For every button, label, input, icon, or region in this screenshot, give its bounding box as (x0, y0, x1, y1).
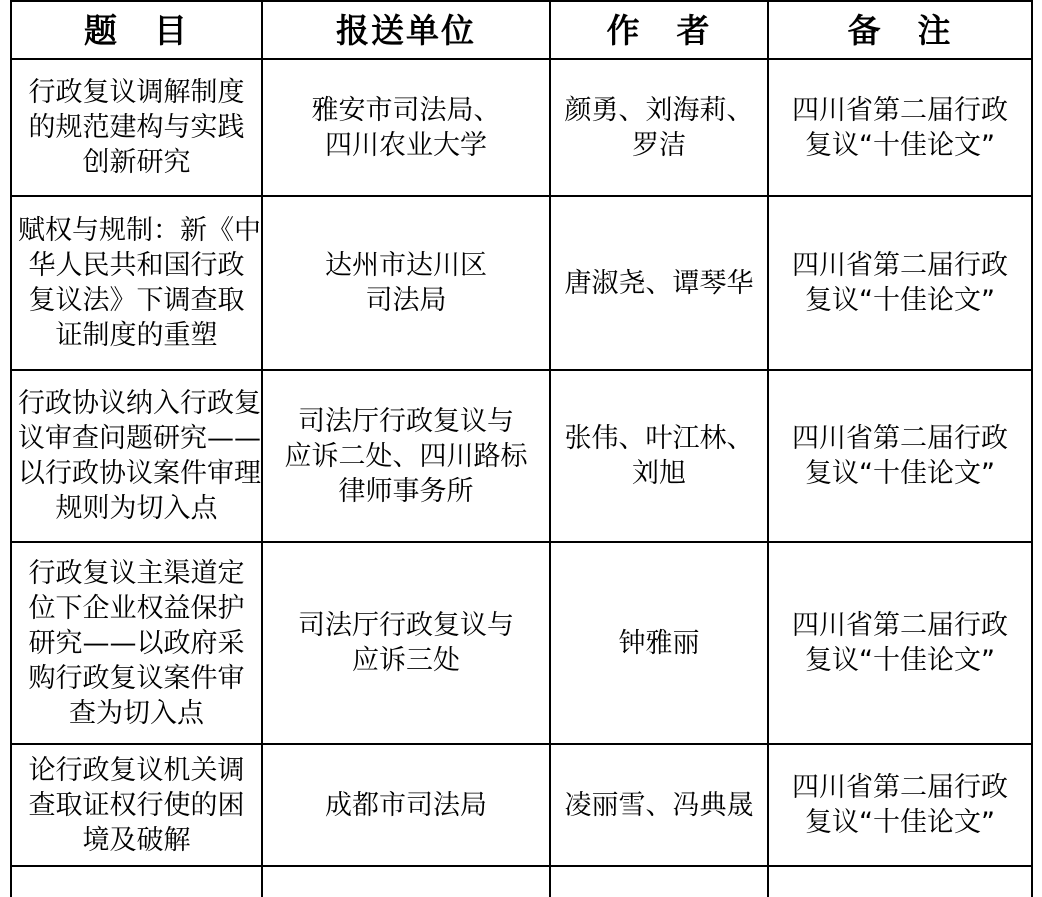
note-line: 复议“十佳论文” (805, 285, 995, 316)
cell-unit (262, 59, 550, 196)
cell-note (768, 744, 1032, 866)
cell-note (768, 59, 1032, 196)
title-line: 华人民共和国行政 (28, 250, 245, 281)
table-row (11, 542, 1032, 744)
title-line: 位下企业权益保护 (28, 592, 245, 624)
note-line: 四川省第二届行政 (792, 94, 1008, 126)
title-line: 境及破解 (82, 824, 191, 856)
title-line: 复议法》下调查取 (28, 285, 245, 316)
cell-title (11, 370, 262, 542)
title-line: 研究——以政府采 (28, 627, 245, 659)
title-line: 规则为切入点 (55, 493, 218, 524)
note-line: 四川省第二届行政 (792, 772, 1008, 803)
cell-unit (262, 370, 550, 542)
cell-note (768, 196, 1032, 370)
table-row (11, 744, 1032, 866)
cell-empty (768, 866, 1032, 897)
title-line: 行政协议纳入行政复 (18, 388, 261, 419)
cell-author (550, 744, 768, 866)
unit-line: 四川农业大学 (325, 129, 487, 161)
cell-empty (262, 866, 550, 897)
header-note: 备 注 (768, 1, 1032, 59)
title-line: 查为切入点 (69, 697, 204, 729)
cell-title (11, 59, 262, 196)
header-unit: 报送单位 (262, 1, 550, 59)
unit-line: 达州市达川区 (325, 250, 487, 281)
title-line: 论行政复议机关调 (28, 754, 245, 786)
title-line: 证制度的重塑 (55, 320, 218, 351)
note-line: 复议“十佳论文” (805, 458, 995, 489)
cell-note (768, 370, 1032, 542)
cell-empty (11, 866, 262, 897)
cell-author (550, 370, 768, 542)
title-line: 购行政复议案件审 (28, 662, 245, 694)
note-line: 四川省第二届行政 (792, 250, 1008, 281)
unit-line: 司法局 (365, 285, 447, 316)
title-line: 的规范建构与实践 (28, 112, 245, 143)
awards-table (10, 0, 1033, 897)
cell-author (550, 542, 768, 744)
unit-line: 成都市司法局 (325, 789, 487, 821)
cell-author (550, 196, 768, 370)
table-row (11, 370, 1032, 542)
note-line: 复议“十佳论文” (805, 645, 995, 676)
title-line: 行政复议调解制度 (28, 77, 245, 108)
cell-title (11, 196, 262, 370)
note-line: 复议“十佳论文” (805, 807, 995, 838)
header-author: 作 者 (550, 1, 768, 59)
title-line: 查取证权行使的困 (28, 789, 245, 821)
author-line: 刘旭 (632, 458, 686, 489)
cell-empty (550, 866, 768, 897)
note-line: 四川省第二届行政 (792, 610, 1008, 641)
table-row (11, 196, 1032, 370)
author-line: 钟雅丽 (618, 627, 700, 659)
unit-line: 律师事务所 (338, 475, 474, 507)
cell-title (11, 744, 262, 866)
author-line: 凌丽雪、冯典晟 (564, 789, 754, 821)
note-line: 复议“十佳论文” (805, 129, 995, 161)
unit-line: 雅安市司法局、 (311, 94, 501, 126)
title-line: 以行政协议案件审理 (18, 458, 261, 489)
table-row (11, 59, 1032, 196)
unit-line: 应诉三处 (352, 645, 460, 676)
title-line: 赋权与规制：新《中 (18, 215, 261, 246)
author-line: 颜勇、刘海莉、 (564, 94, 754, 126)
cell-unit (262, 744, 550, 866)
cell-title (11, 542, 262, 744)
note-line: 四川省第二届行政 (792, 423, 1008, 454)
author-line: 罗洁 (632, 129, 686, 161)
cell-note (768, 542, 1032, 744)
unit-line: 司法厅行政复议与 (298, 610, 514, 641)
cell-unit (262, 196, 550, 370)
table-row-continued (11, 866, 1032, 897)
title-line: 议审查问题研究—— (18, 423, 261, 454)
unit-line: 司法厅行政复议与 (298, 405, 514, 437)
cell-author (550, 59, 768, 196)
title-line: 行政复议主渠道定 (28, 557, 245, 589)
cell-unit (262, 542, 550, 744)
header-title: 题 目 (11, 1, 262, 59)
author-line: 唐淑尧、谭琴华 (564, 267, 754, 299)
unit-line: 应诉二处、四川路标 (284, 440, 528, 472)
table-header-row (11, 1, 1032, 59)
author-line: 张伟、叶江林、 (564, 423, 754, 454)
title-line: 创新研究 (82, 147, 191, 178)
